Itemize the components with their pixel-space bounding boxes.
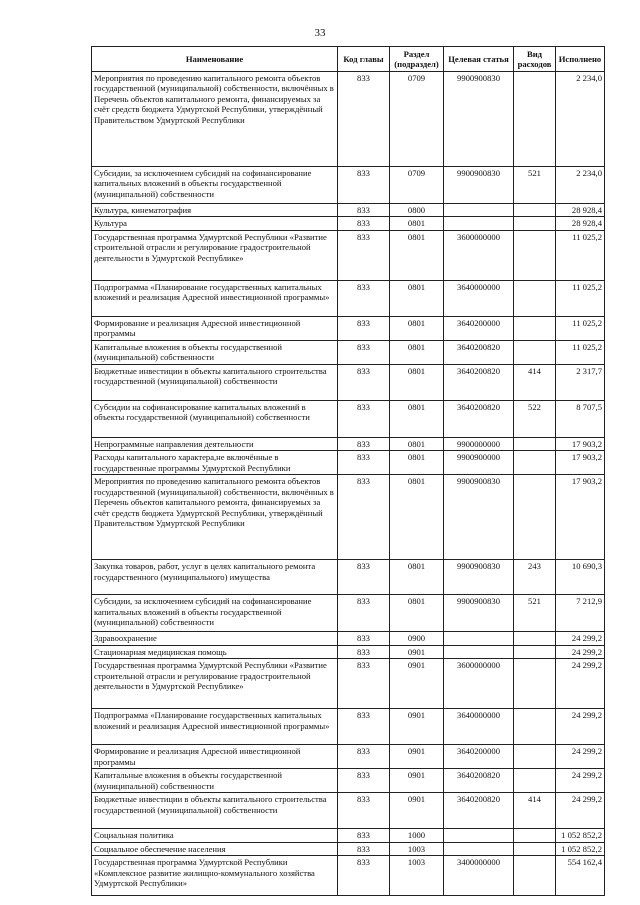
table-row <box>92 769 605 793</box>
cell-amount: 2 234,0 <box>556 72 605 167</box>
cell-article: 3640200820 <box>444 769 514 793</box>
cell-section: 0901 <box>390 709 444 745</box>
cell-type <box>514 745 556 769</box>
cell-code: 833 <box>338 230 390 280</box>
cell-code: 833 <box>338 364 390 400</box>
cell-code: 833 <box>338 400 390 437</box>
cell-type <box>514 842 556 855</box>
table-row <box>92 204 605 217</box>
cell-code: 833 <box>338 632 390 645</box>
table-row <box>92 316 605 340</box>
cell-name: Социальная политика <box>92 829 338 842</box>
cell-section: 0801 <box>390 280 444 316</box>
cell-amount: 24 299,2 <box>556 645 605 658</box>
table-row <box>92 856 605 896</box>
cell-type <box>514 709 556 745</box>
cell-article <box>444 842 514 855</box>
header-name: Наименование <box>92 47 338 72</box>
table-row <box>92 793 605 829</box>
cell-name: Закупка товаров, работ, услуг в целях капитального ремонта государственного (муниципального) имущества <box>92 560 338 595</box>
cell-name: Подпрограмма «Планирование государственных капитальных вложений и реализация Адресной инвестиционной программы» <box>92 280 338 316</box>
cell-section: 0900 <box>390 632 444 645</box>
cell-type <box>514 204 556 217</box>
cell-type <box>514 829 556 842</box>
cell-article: 3600000000 <box>444 230 514 280</box>
cell-section: 0709 <box>390 72 444 167</box>
cell-amount: 17 903,2 <box>556 437 605 450</box>
cell-amount: 17 903,2 <box>556 451 605 475</box>
cell-article <box>444 204 514 217</box>
cell-type <box>514 769 556 793</box>
header-amount: Исполнено <box>556 47 605 72</box>
cell-article: 3640200820 <box>444 793 514 829</box>
cell-article: 3640200000 <box>444 316 514 340</box>
cell-article <box>444 645 514 658</box>
cell-type <box>514 437 556 450</box>
cell-amount: 554 162,4 <box>556 856 605 896</box>
cell-code: 833 <box>338 475 390 560</box>
cell-amount: 24 299,2 <box>556 745 605 769</box>
cell-code: 833 <box>338 451 390 475</box>
cell-name: Субсидии, за исключением субсидий на софинансирование капитальных вложений в объекты государственной (муниципальной) собственности <box>92 167 338 204</box>
cell-code: 833 <box>338 217 390 230</box>
cell-type <box>514 451 556 475</box>
cell-code: 833 <box>338 280 390 316</box>
cell-section: 0801 <box>390 217 444 230</box>
cell-type: 414 <box>514 793 556 829</box>
cell-name: Культура <box>92 217 338 230</box>
cell-name: Здравоохранение <box>92 632 338 645</box>
cell-name: Субсидии, за исключением субсидий на софинансирование капитальных вложений в объекты государственной (муниципальной) собственности <box>92 595 338 632</box>
cell-amount: 8 707,5 <box>556 400 605 437</box>
cell-type: 521 <box>514 595 556 632</box>
table-row <box>92 72 605 167</box>
cell-article: 9900900830 <box>444 167 514 204</box>
cell-amount: 24 299,2 <box>556 793 605 829</box>
table-row <box>92 280 605 316</box>
cell-type <box>514 340 556 364</box>
table-row <box>92 364 605 400</box>
table-row <box>92 659 605 709</box>
cell-article: 3400000000 <box>444 856 514 896</box>
cell-amount: 11 025,2 <box>556 280 605 316</box>
cell-amount: 24 299,2 <box>556 709 605 745</box>
table-row <box>92 217 605 230</box>
cell-name: Бюджетные инвестиции в объекты капитального строительства государственной (муниципальной) собственности <box>92 793 338 829</box>
cell-section: 0801 <box>390 451 444 475</box>
cell-code: 833 <box>338 659 390 709</box>
cell-code: 833 <box>338 316 390 340</box>
cell-article: 9900000000 <box>444 437 514 450</box>
cell-article: 9900900000 <box>444 451 514 475</box>
cell-code: 833 <box>338 72 390 167</box>
cell-article: 9900900830 <box>444 595 514 632</box>
cell-code: 833 <box>338 595 390 632</box>
cell-type: 522 <box>514 400 556 437</box>
cell-name: Социальное обеспечение населения <box>92 842 338 855</box>
cell-name: Формирование и реализация Адресной инвестиционной программы <box>92 745 338 769</box>
cell-amount: 11 025,2 <box>556 316 605 340</box>
cell-section: 0801 <box>390 560 444 595</box>
cell-code: 833 <box>338 340 390 364</box>
table-row <box>92 437 605 450</box>
cell-name: Капитальные вложения в объекты государственной (муниципальной) собственности <box>92 769 338 793</box>
table-row <box>92 595 605 632</box>
cell-name: Государственная программа Удмуртской Республики «Комплексное развитие жилищно-коммунального хозяйства Удмуртской Республики» <box>92 856 338 896</box>
cell-section: 0901 <box>390 659 444 709</box>
cell-amount: 1 052 852,2 <box>556 829 605 842</box>
cell-code: 833 <box>338 437 390 450</box>
cell-article: 9900900830 <box>444 560 514 595</box>
table-header-row <box>92 47 605 72</box>
cell-code: 833 <box>338 645 390 658</box>
cell-article: 3640200820 <box>444 400 514 437</box>
cell-section: 0801 <box>390 340 444 364</box>
header-article: Целевая статья <box>444 47 514 72</box>
cell-code: 833 <box>338 167 390 204</box>
cell-amount: 17 903,2 <box>556 475 605 560</box>
cell-section: 1003 <box>390 842 444 855</box>
cell-code: 833 <box>338 709 390 745</box>
table-row <box>92 745 605 769</box>
cell-amount: 28 928,4 <box>556 217 605 230</box>
cell-code: 833 <box>338 856 390 896</box>
table-row <box>92 451 605 475</box>
cell-article <box>444 632 514 645</box>
cell-amount: 28 928,4 <box>556 204 605 217</box>
table-row <box>92 230 605 280</box>
cell-article: 9900900830 <box>444 475 514 560</box>
cell-article <box>444 217 514 230</box>
cell-type <box>514 632 556 645</box>
cell-code: 833 <box>338 793 390 829</box>
table-row <box>92 560 605 595</box>
cell-article <box>444 829 514 842</box>
cell-name: Мероприятия по проведению капитального ремонта объектов государственной (муниципальной) собственности, включённых в Перечень объектов капитального ремонта, финансируемых за счёт средств бюджета Удмуртской Республики, утверждённый Правительством Удмуртской Республики <box>92 72 338 167</box>
cell-article: 3640200000 <box>444 745 514 769</box>
cell-name: Расходы капитального характера,не включённые в государственные программы Удмуртской Республики <box>92 451 338 475</box>
cell-amount: 2 234,0 <box>556 167 605 204</box>
table-row <box>92 645 605 658</box>
cell-article: 3600000000 <box>444 659 514 709</box>
cell-article: 3640200820 <box>444 340 514 364</box>
cell-section: 1000 <box>390 829 444 842</box>
header-code: Код главы <box>338 47 390 72</box>
cell-section: 0901 <box>390 769 444 793</box>
cell-code: 833 <box>338 745 390 769</box>
cell-name: Стационарная медицинская помощь <box>92 645 338 658</box>
cell-amount: 24 299,2 <box>556 632 605 645</box>
cell-name: Государственная программа Удмуртской Республики «Развитие строительной отрасли и регулирование градостроительной деятельности в Удмуртской Республике» <box>92 230 338 280</box>
cell-name: Формирование и реализация Адресной инвестиционной программы <box>92 316 338 340</box>
table-row <box>92 709 605 745</box>
cell-code: 833 <box>338 842 390 855</box>
cell-article: 3640200820 <box>444 364 514 400</box>
table-row <box>92 400 605 437</box>
cell-type <box>514 659 556 709</box>
cell-section: 0801 <box>390 475 444 560</box>
cell-amount: 1 052 852,2 <box>556 842 605 855</box>
budget-table <box>91 46 605 896</box>
header-section: Раздел (подраздел) <box>390 47 444 72</box>
cell-name: Капитальные вложения в объекты государственной (муниципальной) собственности <box>92 340 338 364</box>
cell-type <box>514 475 556 560</box>
cell-name: Непрограммные направления деятельности <box>92 437 338 450</box>
cell-type: 243 <box>514 560 556 595</box>
cell-amount: 11 025,2 <box>556 340 605 364</box>
cell-amount: 7 212,9 <box>556 595 605 632</box>
cell-name: Культура, кинематография <box>92 204 338 217</box>
cell-type <box>514 280 556 316</box>
table-row <box>92 475 605 560</box>
cell-code: 833 <box>338 560 390 595</box>
table-row <box>92 632 605 645</box>
cell-type: 414 <box>514 364 556 400</box>
cell-section: 0801 <box>390 364 444 400</box>
cell-amount: 2 317,7 <box>556 364 605 400</box>
cell-section: 0709 <box>390 167 444 204</box>
table-row <box>92 167 605 204</box>
cell-amount: 10 690,3 <box>556 560 605 595</box>
cell-type <box>514 856 556 896</box>
header-type: Вид расходов <box>514 47 556 72</box>
cell-section: 1003 <box>390 856 444 896</box>
cell-amount: 24 299,2 <box>556 769 605 793</box>
cell-code: 833 <box>338 829 390 842</box>
cell-code: 833 <box>338 769 390 793</box>
cell-type <box>514 230 556 280</box>
cell-section: 0800 <box>390 204 444 217</box>
cell-article: 9900900830 <box>444 72 514 167</box>
cell-article: 3640000000 <box>444 280 514 316</box>
cell-section: 0801 <box>390 595 444 632</box>
cell-name: Подпрограмма «Планирование государственных капитальных вложений и реализация Адресной инвестиционной программы» <box>92 709 338 745</box>
cell-name: Мероприятия по проведению капитального ремонта объектов государственной (муниципальной) собственности, включённых в Перечень объектов капитального ремонта, финансируемых за счёт средств бюджета Удмуртской Республики, утверждённый Правительством Удмуртской Республики <box>92 475 338 560</box>
cell-type <box>514 316 556 340</box>
cell-amount: 11 025,2 <box>556 230 605 280</box>
cell-type <box>514 217 556 230</box>
page-number: 33 <box>314 27 326 39</box>
cell-section: 0901 <box>390 745 444 769</box>
cell-section: 0901 <box>390 793 444 829</box>
cell-type <box>514 645 556 658</box>
cell-name: Субсидии на софинансирование капитальных вложений в объекты государственной (муниципальной) собственности <box>92 400 338 437</box>
table-row <box>92 829 605 842</box>
cell-type: 521 <box>514 167 556 204</box>
cell-type <box>514 72 556 167</box>
cell-section: 0801 <box>390 400 444 437</box>
cell-section: 0801 <box>390 316 444 340</box>
cell-name: Бюджетные инвестиции в объекты капитального строительства государственной (муниципальной) собственности <box>92 364 338 400</box>
cell-amount: 24 299,2 <box>556 659 605 709</box>
cell-section: 0801 <box>390 437 444 450</box>
cell-article: 3640000000 <box>444 709 514 745</box>
cell-section: 0801 <box>390 230 444 280</box>
table-row <box>92 340 605 364</box>
table-row <box>92 842 605 855</box>
cell-code: 833 <box>338 204 390 217</box>
cell-name: Государственная программа Удмуртской Республики «Развитие строительной отрасли и регулирование градостроительной деятельности в Удмуртской Республике» <box>92 659 338 709</box>
cell-section: 0901 <box>390 645 444 658</box>
